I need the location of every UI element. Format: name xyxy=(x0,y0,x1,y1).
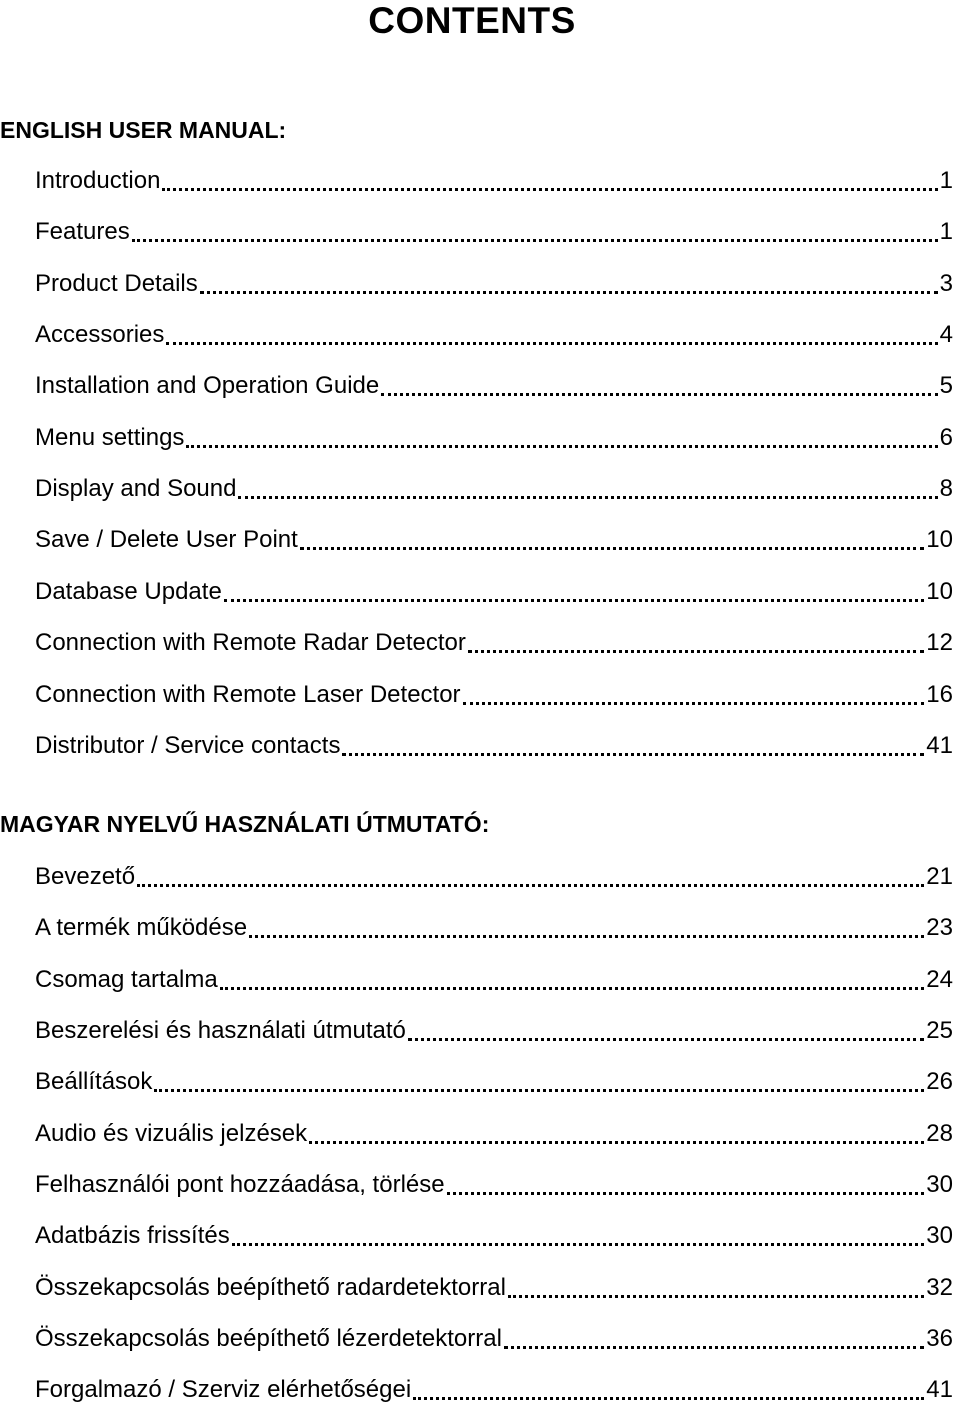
dot-leader xyxy=(137,880,924,887)
toc-entry-label: Database Update xyxy=(35,578,222,605)
dot-leader xyxy=(300,543,925,550)
dot-leader xyxy=(309,1137,924,1144)
toc-entry-page: 21 xyxy=(926,863,953,890)
toc-entry[interactable] xyxy=(35,680,953,712)
dot-leader xyxy=(220,983,925,990)
dot-leader xyxy=(232,1239,925,1246)
toc-entry-label: Introduction xyxy=(35,167,161,194)
toc-entry[interactable] xyxy=(35,525,953,557)
toc-entry[interactable] xyxy=(35,577,953,609)
toc-entry-page: 10 xyxy=(926,578,953,605)
toc-entry-page: 26 xyxy=(926,1068,953,1095)
toc-entry-label: Bevezető xyxy=(35,863,136,890)
toc-entry[interactable] xyxy=(35,1375,953,1407)
toc-entry[interactable] xyxy=(35,1324,953,1356)
section-heading-english: ENGLISH USER MANUAL: xyxy=(0,117,287,143)
toc-entry[interactable] xyxy=(35,913,953,945)
toc-entry-page: 32 xyxy=(926,1274,953,1301)
toc-entry-label: Forgalmazó / Szerviz elérhetőségei xyxy=(35,1376,412,1403)
toc-entry-page: 3 xyxy=(939,270,953,297)
toc-entry[interactable] xyxy=(35,269,953,301)
page-title: CONTENTS xyxy=(368,0,576,41)
toc-entry-page: 6 xyxy=(939,424,953,451)
toc-entry[interactable] xyxy=(35,166,953,198)
toc-entry-label: Connection with Remote Radar Detector xyxy=(35,629,466,656)
toc-entry-label: Audio és vizuális jelzések xyxy=(35,1120,308,1147)
toc-entry[interactable] xyxy=(35,474,953,506)
toc-entry[interactable] xyxy=(35,862,953,894)
dot-leader xyxy=(508,1291,924,1298)
section-heading-hungarian: MAGYAR NYELVŰ HASZNÁLATI ÚTMUTATÓ: xyxy=(0,811,490,837)
toc-entry[interactable] xyxy=(35,628,953,660)
toc-entry-label: Beszerelési és használati útmutató xyxy=(35,1017,406,1044)
toc-entry-label: Összekapcsolás beépíthető radardetektorral xyxy=(35,1274,506,1301)
toc-entry-label: Connection with Remote Laser Detector xyxy=(35,681,461,708)
toc-entry[interactable] xyxy=(35,320,953,352)
dot-leader xyxy=(238,492,937,499)
toc-entry-page: 1 xyxy=(939,167,953,194)
toc-entry[interactable] xyxy=(35,731,953,763)
dot-leader xyxy=(249,931,924,938)
toc-entry-page: 30 xyxy=(926,1171,953,1198)
dot-leader xyxy=(413,1393,924,1400)
dot-leader xyxy=(154,1085,924,1092)
toc-entry[interactable] xyxy=(35,423,953,455)
dot-leader xyxy=(468,646,924,653)
toc-entry[interactable] xyxy=(35,1016,953,1048)
dot-leader xyxy=(408,1034,924,1041)
toc-entry-page: 23 xyxy=(926,914,953,941)
toc-entry-label: Felhasználói pont hozzáadása, törlése xyxy=(35,1171,445,1198)
toc-entry-page: 4 xyxy=(939,321,953,348)
toc-entry-label: Features xyxy=(35,218,130,245)
toc-entry-label: Csomag tartalma xyxy=(35,966,218,993)
dot-leader xyxy=(162,184,937,191)
toc-entry-label: Display and Sound xyxy=(35,475,237,502)
dot-leader xyxy=(132,235,938,242)
toc-entry[interactable] xyxy=(35,217,953,249)
toc-entry-page: 1 xyxy=(939,218,953,245)
toc-entry-page: 8 xyxy=(939,475,953,502)
toc-entry-page: 41 xyxy=(926,732,953,759)
toc-entry-page: 12 xyxy=(926,629,953,656)
toc-entry-page: 24 xyxy=(926,966,953,993)
dot-leader xyxy=(381,389,937,396)
toc-entry-page: 16 xyxy=(926,681,953,708)
toc-entry[interactable] xyxy=(35,1119,953,1151)
dot-leader xyxy=(463,698,925,705)
toc-entry-label: A termék működése xyxy=(35,914,248,941)
toc-entry[interactable] xyxy=(35,1221,953,1253)
toc-entry-page: 5 xyxy=(939,372,953,399)
toc-entry-page: 41 xyxy=(926,1376,953,1403)
toc-entry-page: 28 xyxy=(926,1120,953,1147)
toc-entry-label: Beállítások xyxy=(35,1068,153,1095)
toc-entry-label: Adatbázis frissítés xyxy=(35,1222,230,1249)
toc-entry[interactable] xyxy=(35,371,953,403)
toc-entry[interactable] xyxy=(35,1067,953,1099)
toc-entry-label: Menu settings xyxy=(35,424,185,451)
toc-entry-page: 36 xyxy=(926,1325,953,1352)
toc-entry-label: Összekapcsolás beépíthető lézerdetektorral xyxy=(35,1325,502,1352)
dot-leader xyxy=(447,1188,925,1195)
toc-entry[interactable] xyxy=(35,1273,953,1305)
toc-entry[interactable] xyxy=(35,1170,953,1202)
toc-entry[interactable] xyxy=(35,965,953,997)
dot-leader xyxy=(224,595,925,602)
dot-leader xyxy=(166,338,937,345)
toc-entry-page: 30 xyxy=(926,1222,953,1249)
toc-entry-label: Accessories xyxy=(35,321,165,348)
dot-leader xyxy=(342,749,924,756)
dot-leader xyxy=(200,287,938,294)
toc-entry-page: 25 xyxy=(926,1017,953,1044)
dot-leader xyxy=(186,441,937,448)
dot-leader xyxy=(504,1342,924,1349)
toc-entry-label: Installation and Operation Guide xyxy=(35,372,380,399)
toc-entry-label: Distributor / Service contacts xyxy=(35,732,341,759)
toc-entry-page: 10 xyxy=(926,526,953,553)
toc-entry-label: Product Details xyxy=(35,270,198,297)
toc-entry-label: Save / Delete User Point xyxy=(35,526,298,553)
